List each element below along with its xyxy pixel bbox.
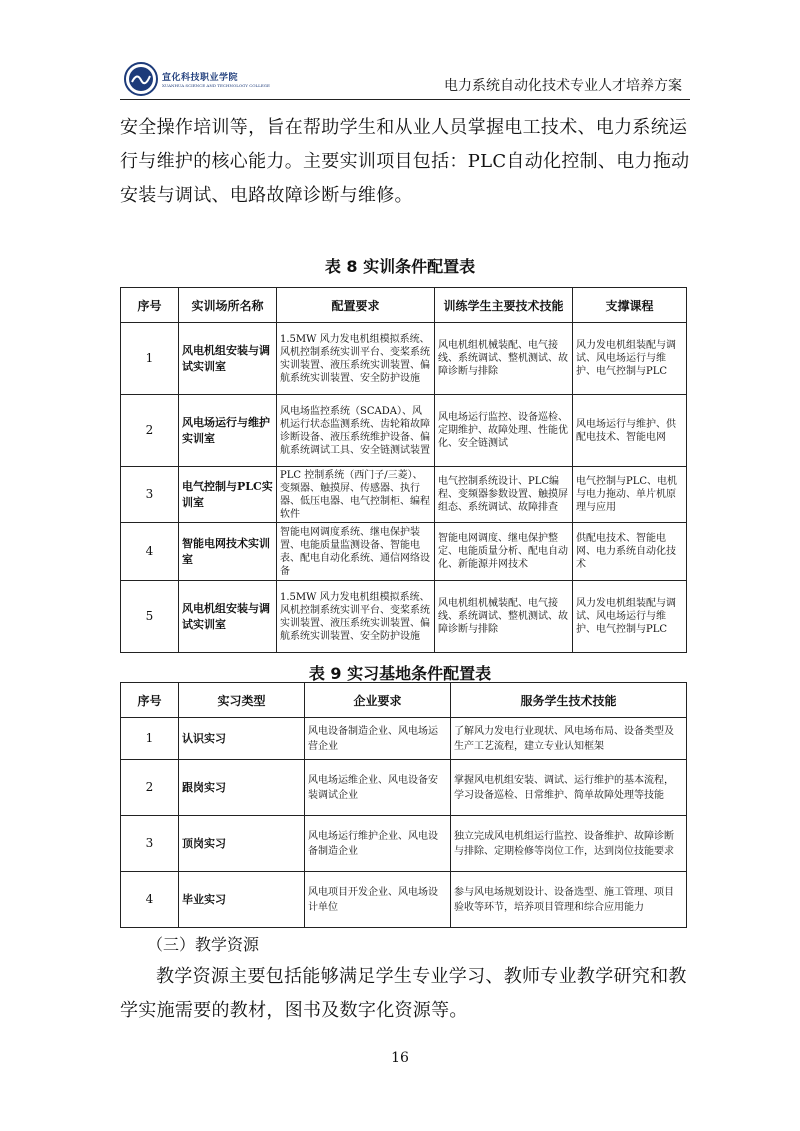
header-divider [120, 99, 690, 100]
table-cell: 风电机组机械装配、电气接线、系统调试、整机测试、故障诊断与排除 [435, 323, 573, 395]
table-cell: 风电机组安装与调试实训室 [179, 581, 277, 653]
table-cell: 风电场运行维护企业、风电设备制造企业 [305, 816, 451, 872]
table-cell: 风电场监控系统（SCADA）、风机运行状态监测系统、齿轮箱故障诊断设备、液压系统维护设备、偏航系统调试工具、安全链测试装置 [277, 395, 435, 467]
table-cell: 2 [121, 760, 179, 816]
table9-header-cell: 服务学生技术技能 [451, 683, 687, 718]
table-row [121, 816, 687, 872]
table-cell: 风电机组安装与调试实训室 [179, 323, 277, 395]
table-cell: 智能电网调度系统、继电保护装置、电能质量监测设备、智能电表、配电自动化系统、通信网络设备 [277, 523, 435, 581]
table9-caption: 表 9 实习基地条件配置表 [308, 664, 492, 683]
table-cell: 风电项目开发企业、风电场设计单位 [305, 872, 451, 928]
table9-header-cell: 实习类型 [179, 683, 305, 718]
table9-header-cell: 企业要求 [305, 683, 451, 718]
school-name: 宣化科技职业学院 [162, 73, 239, 83]
table-cell: 风电场运维企业、风电设备安装调试企业 [305, 760, 451, 816]
table-cell: 3 [121, 816, 179, 872]
table-row [121, 718, 687, 760]
table-cell: 4 [121, 523, 179, 581]
table-cell: 智能电网调度、继电保护整定、电能质量分析、配电自动化、新能源并网技术 [435, 523, 573, 581]
table8-header-cell: 序号 [121, 288, 179, 323]
table-cell: 智能电网技术实训室 [179, 523, 277, 581]
table8-header-row [121, 288, 687, 323]
table-cell: 风力发电机组装配与调试、风电场运行与维护、电气控制与PLC [573, 323, 687, 395]
table-cell: 参与风电场规划设计、设备选型、施工管理、项目验收等环节，培养项目管理和综合应用能力 [451, 872, 687, 928]
table-cell: 风电设备制造企业、风电场运营企业 [305, 718, 451, 760]
table-cell: 3 [121, 467, 179, 523]
table8 [120, 287, 687, 653]
table-row [121, 395, 687, 467]
table9 [120, 682, 687, 928]
table-cell: 4 [121, 872, 179, 928]
table-cell: 2 [121, 395, 179, 467]
table-cell: PLC 控制系统（西门子/三菱）、变频器、触摸屏、传感器、执行器、低压电器、电气控制柜、编程软件 [277, 467, 435, 523]
table-cell: 毕业实习 [179, 872, 305, 928]
table-cell: 1 [121, 718, 179, 760]
table8-header-cell: 支撑课程 [573, 288, 687, 323]
table-row [121, 760, 687, 816]
table-cell: 风电场运行监控、设备巡检、定期维护、故障处理、性能优化、安全链测试 [435, 395, 573, 467]
table-row [121, 581, 687, 653]
table-cell: 顶岗实习 [179, 816, 305, 872]
table-cell: 5 [121, 581, 179, 653]
table-cell: 1 [121, 323, 179, 395]
table-row [121, 523, 687, 581]
table-cell: 电气控制与PLC、电机与电力拖动、单片机原理与应用 [573, 467, 687, 523]
table-cell: 了解风力发电行业现状、风电场布局、设备类型及生产工艺流程，建立专业认知框架 [451, 718, 687, 760]
table-cell: 跟岗实习 [179, 760, 305, 816]
table-cell: 风电场运行与维护实训室 [179, 395, 277, 467]
page-header [120, 62, 690, 98]
resources-paragraph: 教学资源主要包括能够满足学生专业学习、教师专业教学研究和教学实施需要的教材，图书及数字化资源等。 [120, 966, 687, 1021]
table-cell: 掌握风电机组安装、调试、运行维护的基本流程，学习设备巡检、日常维护、简单故障处理等技能 [451, 760, 687, 816]
table-cell: 电气控制系统设计、PLC编程、变频器参数设置、触摸屏组态、系统调试、故障排查 [435, 467, 573, 523]
table-cell: 1.5MW 风力发电机组模拟系统、风机控制系统实训平台、变桨系统实训装置、液压系统实训装置、偏航系统实训装置、安全防护设施 [277, 581, 435, 653]
table-cell: 电气控制与PLC实训室 [179, 467, 277, 523]
page-number: 16 [391, 1050, 409, 1066]
table-row [121, 467, 687, 523]
table-cell: 风电机组机械装配、电气接线、系统调试、整机测试、故障诊断与排除 [435, 581, 573, 653]
table8-caption: 表 8 实训条件配置表 [324, 257, 476, 276]
table-cell: 1.5MW 风力发电机组模拟系统、风机控制系统实训平台、变桨系统实训装置、液压系统实训装置、偏航系统实训装置、安全防护设施 [277, 323, 435, 395]
table-cell: 独立完成风电机组运行监控、设备维护、故障诊断与排除、定期检修等岗位工作，达到岗位技能要求 [451, 816, 687, 872]
table8-header-cell: 实训场所名称 [179, 288, 277, 323]
table-cell: 供配电技术、智能电网、电力系统自动化技术 [573, 523, 687, 581]
table-row [121, 872, 687, 928]
table9-header-row [121, 683, 687, 718]
table-cell: 风电场运行与维护、供配电技术、智能电网 [573, 395, 687, 467]
table-cell: 风力发电机组装配与调试、风电场运行与维护、电气控制与PLC [573, 581, 687, 653]
section-heading: （三）教学资源 [147, 935, 260, 954]
table9-header-cell: 序号 [121, 683, 179, 718]
intro-paragraph: 安全操作培训等，旨在帮助学生和从业人员掌握电工技术、电力系统运行与维护的核心能力。主要实训项目包括：PLC自动化控制、电力拖动安装与调试、电路故障诊断与维修。 [120, 117, 690, 206]
table-row [121, 323, 687, 395]
table8-header-cell: 配置要求 [277, 288, 435, 323]
document-title: 电力系统自动化技术专业人才培养方案 [444, 78, 682, 94]
table-cell: 认识实习 [179, 718, 305, 760]
school-logo-icon [124, 62, 158, 96]
table8-header-cell: 训练学生主要技术技能 [435, 288, 573, 323]
school-name-en: XUANHUA SCIENCE AND TECHNOLOGY COLLEGE [162, 83, 270, 88]
